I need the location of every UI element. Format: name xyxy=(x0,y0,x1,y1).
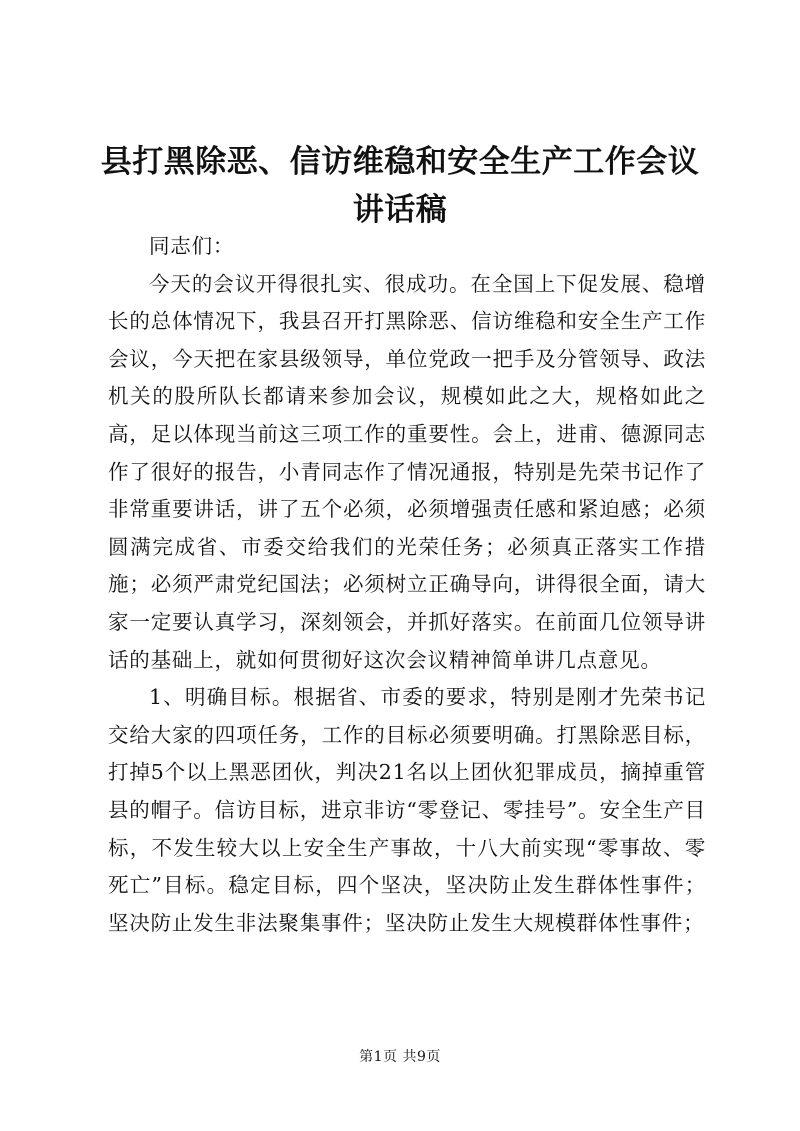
document-body xyxy=(108,228,706,942)
page-footer: 第1页 共9页 xyxy=(359,1049,441,1065)
salutation: 同志们： xyxy=(149,234,235,258)
paragraph-goals: 1、明确目标。根据省、市委的要求，特别是刚才先荣书记交给大家的四项任务，工作的目标必须要明确。打黑除恶目标，打掉5个以上黑恶团伙，判决21名以上团伙犯罪成员，摘掉重管县的帽子。信访目标，进京非访“零登记、零挂号”。安全生产目标，不发生较大以上安全生产事故，十八大前实现“零事故、零死亡”目标。稳定目标，四个坚决，坚决防止发生群体性事件；坚决防止发生非法聚集事件；坚决防止发生大规模群体性事件； xyxy=(108,685,706,935)
paragraph-intro: 今天的会议开得很扎实、很成功。在全国上下促发展、稳增长的总体情况下，我县召开打黑除恶、信访维稳和安全生产工作会议，今天把在家县级领导，单位党政一把手及分管领导、政法机关的股所队长都请来参加会议，规模如此之大，规格如此之高，足以体现当前这三项工作的重要性。会上，进甫、德源同志作了很好的报告，小青同志作了情况通报，特别是先荣书记作了非常重要讲话，讲了五个必须，必须增强责任感和紧迫感；必须圆满完成省、市委交给我们的光荣任务；必须真正落实工作措施；必须严肃党纪国法；必须树立正确导向，讲得很全面，请大家一定要认真学习，深刻领会，并抓好落实。在前面几位领导讲话的基础上，就如何贯彻好这次会议精神简单讲几点意见。 xyxy=(108,271,706,672)
document-title: 县打黑除恶、信访维稳和安全生产工作会议讲话稿 xyxy=(100,144,700,228)
